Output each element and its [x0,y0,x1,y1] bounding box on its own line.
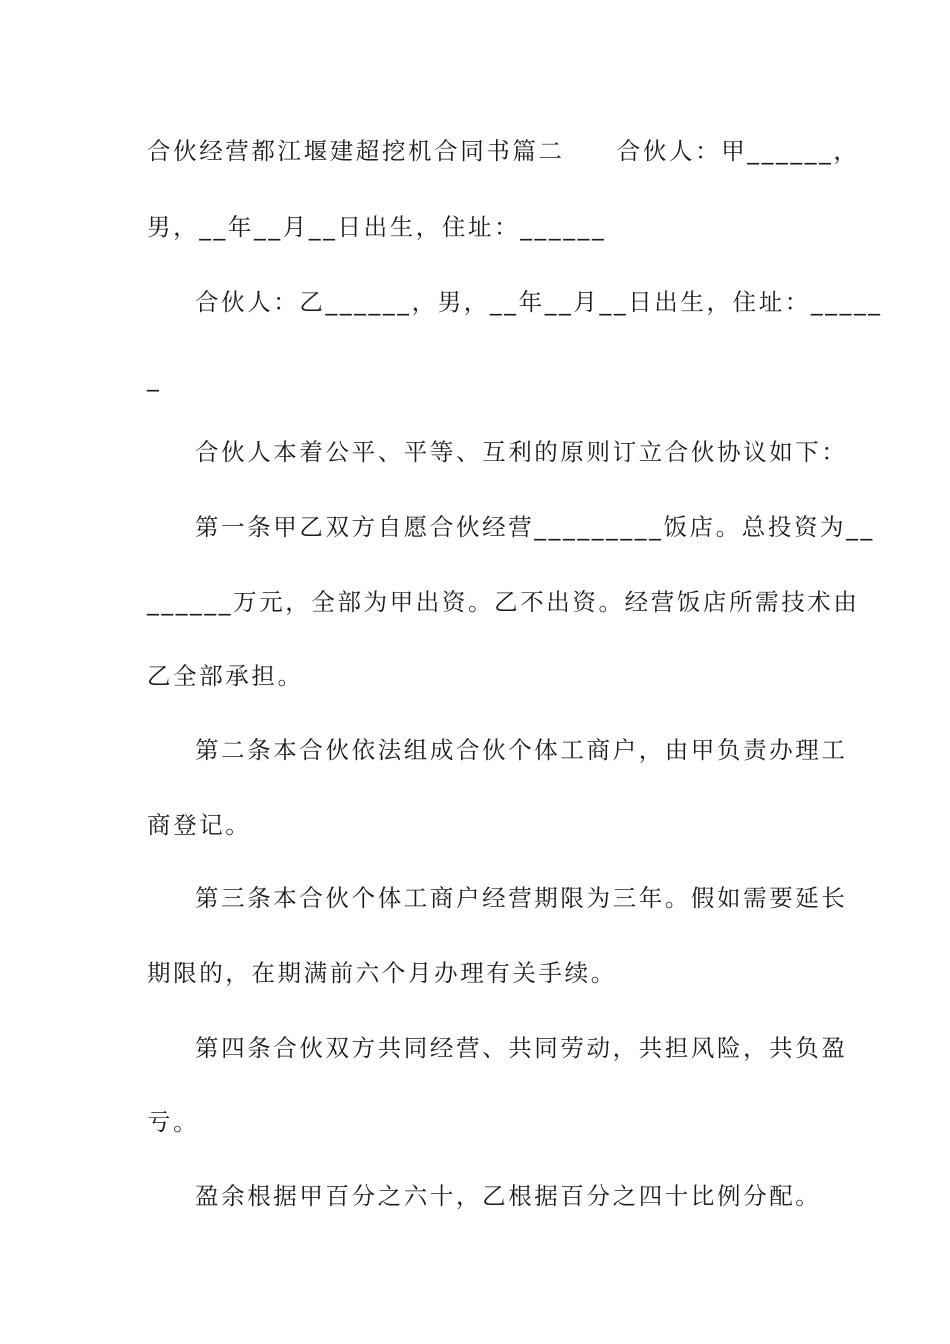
text-line: 亏。 [147,1108,200,1136]
text-line: 合伙人本着公平、平等、互利的原则订立合伙协议如下： [195,438,848,466]
text-line: 合伙人：乙______，男，__年__月__日出生，住址：_____ [195,288,883,316]
title-line: 合伙经营都江堰建超挖机合同书篇二 合伙人：甲______， [147,137,860,165]
text-line: 第二条本合伙依法组成合伙个体工商户，由甲负责办理工 [195,736,848,764]
text-line: _ [147,364,162,392]
text-line: ______万元，全部为甲出资。乙不出资。经营饭店所需技术由 [147,588,860,616]
text-line: 第四条合伙双方共同经营、共同劳动，共担风险，共负盈 [195,1034,848,1062]
text-line: 商登记。 [147,811,252,839]
text-line: 期限的，在期满前六个月办理有关手续。 [147,959,617,987]
text-line: 第三条本合伙个体工商户经营期限为三年。假如需要延长 [195,884,848,912]
text-line: 盈余根据甲百分之六十，乙根据百分之四十比例分配。 [195,1182,822,1210]
text-line: 男，__年__月__日出生，住址：______ [147,213,607,241]
text-line: 乙全部承担。 [147,662,304,690]
text-line: 第一条甲乙双方自愿合伙经营_________饭店。总投资为__ [195,513,875,541]
